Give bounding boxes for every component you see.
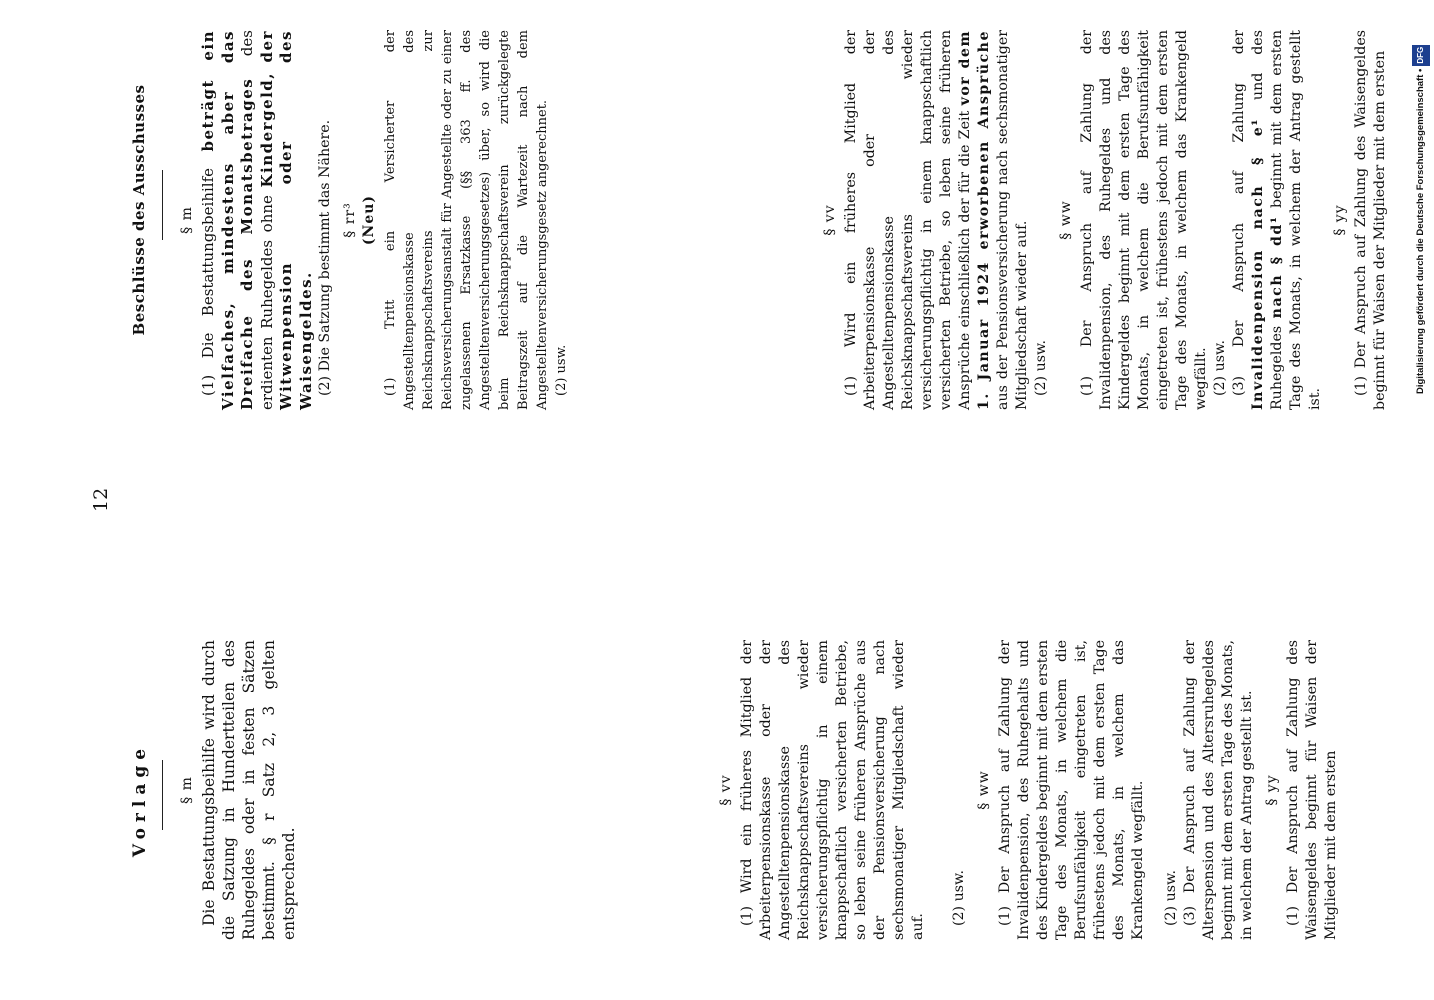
- section-yy-label: § yy: [1264, 774, 1280, 806]
- r-section-ww-3e: beginnt mit dem ersten Tage des Monats, in welchem der Antrag gestellt ist.: [1269, 29, 1323, 410]
- r-section-rr-new: (Neu): [361, 194, 377, 246]
- beschluesse-heading: Beschlüsse des Ausschusses: [130, 84, 148, 336]
- dfg-logo: DFG: [1412, 45, 1430, 66]
- r-section-m-1a: (1) Die Bestattungsbeihilfe: [199, 167, 217, 396]
- section-yy-text: (1) Der Anspruch auf Zahlung des Waisengeldes beginnt für Waisen der Mitglieder mit dem ersten: [1285, 640, 1339, 940]
- r-section-ww-text: (1) Der Anspruch auf Zahlung der Invalidenpension, des Ruhegeldes und des Kindergeldes beginnt mit dem ersten Tage des Monats, in welchem die Berufsunfähigkeit eingetreten ist, frühestens jedoch mit dem ersten Tage des Monats, in welchem das Krankengeld wegfällt.: [1079, 30, 1209, 410]
- r-section-ww-3c: und des Ruhegeldes: [1250, 30, 1285, 410]
- section-vv-text: (1) Wird ein früheres Mitglied der Arbeiterpensionskasse oder der Angestelltenpensionskasse des Reichsknappschaftsvereins wieder versicherungspflichtig in einem knappschaftlich versicherten Betriebe, so leben seine früheren Ansprüche aus der Pensionsversicherung nach sechsmonatiger Mitgliedschaft wieder auf.: [739, 640, 926, 940]
- r-section-vv-2: (2) usw.: [1033, 340, 1049, 396]
- r-section-vv-1: [842, 30, 1032, 410]
- r-section-ww-3: [1230, 30, 1325, 410]
- r-section-rr-label: [341, 30, 379, 410]
- section-ww-2: (2) usw.: [1163, 870, 1179, 926]
- r-section-ww-3a: (3) Der Anspruch auf Zahlung der: [1231, 30, 1247, 396]
- section-ww-3: (3) Der Anspruch auf Zahlung der Alterspension und des Altersruhegeldes beginnt mit dem ersten Tage des Monats, in welchem der Antrag gestellt ist.: [1182, 640, 1255, 940]
- r-section-yy-text: (1) Der Anspruch auf Zahlung des Waisengeldes beginnt für Waisen der Mitglieder mit dem ersten: [1353, 30, 1388, 410]
- r-section-rr-text: (1) Tritt ein Versicherter der Angestelltenpensionskasse des Reichsknappschaftsvereins zur Reichsversicherungsanstalt für Angestellte oder zu einer zugelassenen Ersatzkasse (§§ 363 ff. des Angestelltenversicherungsgesetzes) über, so wird die beim Reichsknappschaftsverein zurückgelegte Beitragszeit auf die Wartezeit nach dem Angestelltenversicherungsgesetz angerechnet.: [383, 30, 550, 410]
- r-section-m-2: (2) Die Satzung bestimmt das Nähere.: [317, 119, 333, 396]
- section-m-label: § m: [179, 776, 195, 804]
- r-section-ww-3d: nach § dd¹: [1269, 215, 1285, 319]
- vorlage-heading: Vorlage: [130, 742, 150, 858]
- r-section-m-label: § m: [179, 206, 195, 234]
- r-section-m-1b: beträgt ein Vielfaches, mindestens aber das Dreifache des Monatsbetrages: [199, 30, 256, 410]
- r-section-vv-1a: (1) Wird ein früheres Mitglied der Arbeiterpensionskasse oder der Angestelltenpensionskasse des Reichsknappschaftsvereins wieder versicherungspflichtig in einem knappschaftlich versicherten Betriebe, so leben seine früheren Ansprüche einschließlich der für die Zeit: [843, 30, 973, 410]
- r-section-yy-label: § yy: [1332, 204, 1348, 236]
- r-section-m-1: [199, 30, 316, 410]
- heading-rule: [162, 760, 163, 830]
- digitization-credit: [1412, 8, 1430, 394]
- section-ww-label: § ww: [976, 770, 992, 810]
- r-section-m-1c: des erdienten Ruhegeldes ohne: [238, 30, 276, 410]
- section-vv-2: (2) usw.: [951, 870, 967, 926]
- heading-rule-right: [162, 170, 163, 240]
- r-section-vv-1c: aus der Pensionsversicherung nach sechsmonatiger Mitgliedschaft wieder auf.: [995, 30, 1030, 410]
- r-section-vv-label: § vv: [822, 204, 838, 236]
- r-section-rr-2: (2) usw.: [554, 344, 569, 396]
- beschluesse-column: [172, 29, 1388, 410]
- r-section-ww-label: § ww: [1058, 200, 1074, 240]
- digitization-credit-text: Digitalisierung gefördert durch die Deutsche Forschungsgemeinschaft •DFG: [1412, 8, 1430, 394]
- side-note: Digitalisierung gefördert durch die Deutsche Forschungsgemeinschaft: [1415, 74, 1426, 394]
- page-number: 12: [90, 487, 112, 512]
- r-section-ww-2: (2) usw.: [1212, 340, 1228, 396]
- r-section-m-1d: Kindergeld, der Witwenpension oder des Waisengeldes.: [257, 30, 315, 410]
- section-vv-label: § vv: [718, 774, 734, 806]
- section-m-text: Die Bestattungsbeihilfe wird durch die Satzung in Hundertteilen des Ruhegeldes oder in festen Sätzen bestimmt. § r Satz 2, 3 gelten entsprechend.: [200, 640, 298, 940]
- vorlage-column: [172, 640, 1339, 940]
- section-ww-text: (1) Der Anspruch auf Zahlung der Invalidenpension, des Ruhegehalts und des Kindergeldes beginnt mit dem ersten Tage des Monats, in welchem die Berufsunfähigkeit eingetreten ist, frühestens jedoch mit dem ersten Tage des Monats, in welchem das Krankengeld wegfällt.: [997, 640, 1146, 940]
- r-section-rr-num: § rr³: [342, 202, 358, 238]
- r-section-ww-3b: Invalidenpension nach § e¹: [1250, 117, 1266, 410]
- r-section-vv-1b: vor dem 1. Januar 1924 erworbenen Ansprüche: [957, 30, 992, 410]
